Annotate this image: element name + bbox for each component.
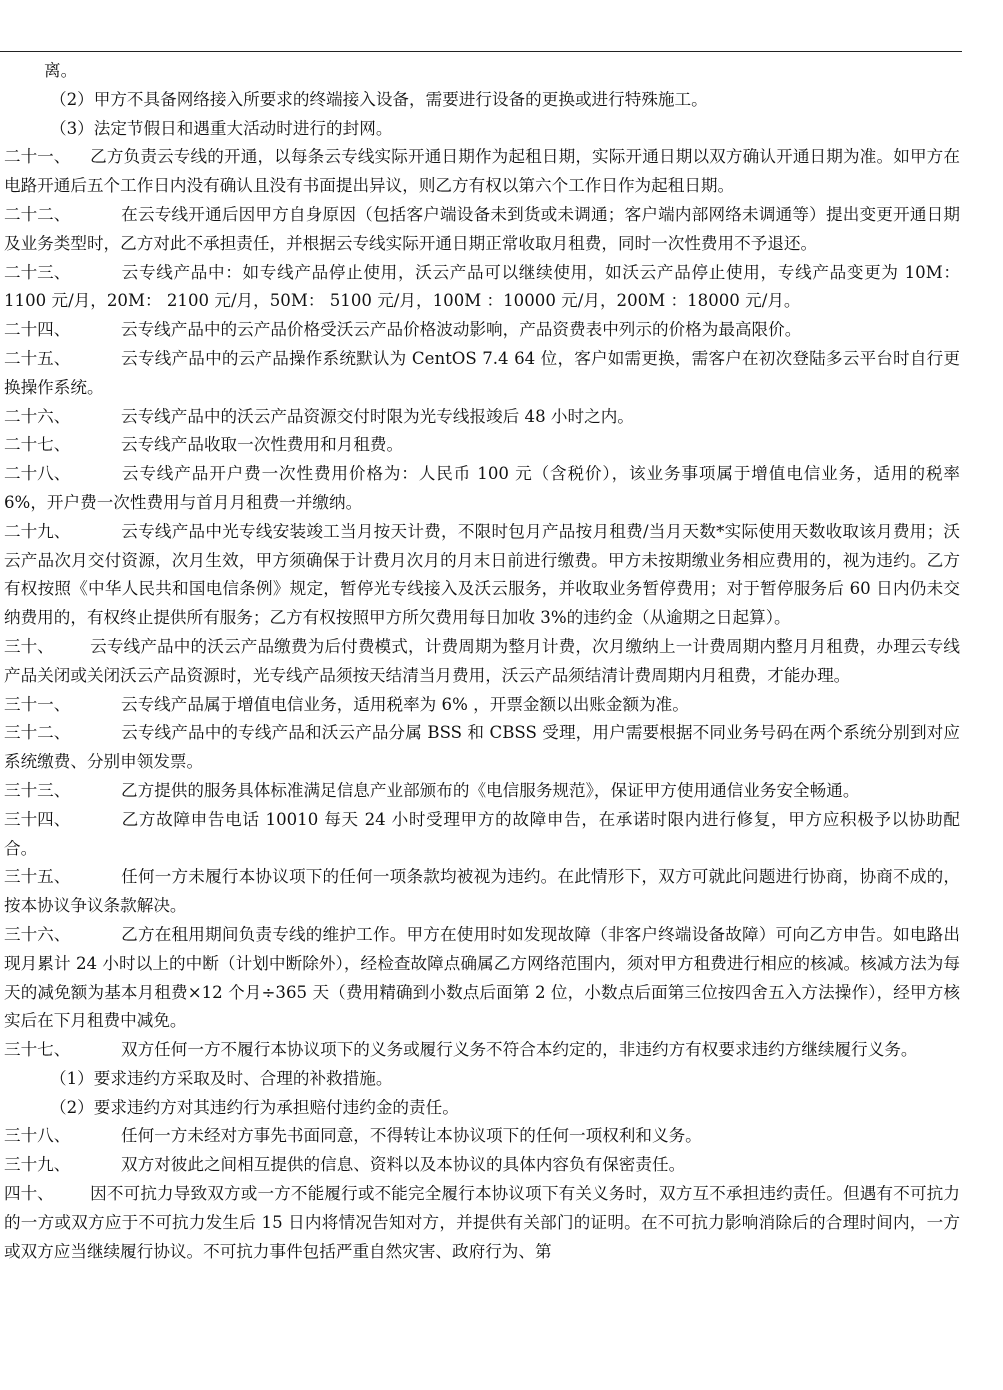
clause-number: 二十四、 bbox=[4, 320, 71, 340]
clause-text: 云专线产品收取一次性费用和月租费。 bbox=[121, 435, 404, 455]
clause-number: 二十一、 bbox=[4, 147, 71, 167]
clause-text: 云专线产品中的云产品价格受沃云产品价格波动影响，产品资费表中列示的价格为最高限价。 bbox=[121, 320, 802, 340]
clause-number: 三十、 bbox=[4, 636, 54, 656]
clause-text: 乙方在租用期间负责专线的维护工作。甲方在使用时如发现故障（非客户终端设备故障）可向乙方申告。如电路出现月累计 24 小时以上的中断（计划中断除外），经检查故障点确属乙方网络范围内，须对甲方租费进行相应的核减。核减方法为每天的减免额为基本月租费×12 个月÷365 天（费用精确到小数点后面第 2 位，小数点后面第三位按四舍五入方法操作），经甲方核实后在下月租费中减免。 bbox=[4, 924, 960, 1031]
clause-text: 乙方提供的服务具体标准满足信息产业部颁布的《电信服务规范》，保证甲方使用通信业务安全畅通。 bbox=[121, 780, 860, 800]
clause bbox=[4, 806, 960, 864]
clause bbox=[4, 345, 960, 403]
clause-text: 双方任何一方不履行本协议项下的义务或履行义务不符合本约定的，非违约方有权要求违约方继续履行义务。 bbox=[121, 1040, 918, 1060]
clause-text: 云专线产品中的沃云产品缴费为后付费模式，计费周期为整月计费，次月缴纳上一计费周期内整月月租费，办理云专线产品关闭或关闭沃云产品资源时，光专线产品须按天结清当月费用，沃云产品须结清计费周期内月租费，才能办理。 bbox=[4, 636, 960, 685]
clause-number: 三十五、 bbox=[4, 867, 71, 887]
clause-text: 在云专线开通后因甲方自身原因（包括客户端设备未到货或未调通；客户端内部网络未调通等）提出变更开通日期及业务类型时，乙方对此不承担责任，并根据云专线实际开通日期正常收取月租费，同时一次性费用不予退还。 bbox=[4, 204, 960, 253]
clause bbox=[4, 518, 960, 633]
clause-text: 任何一方未经对方事先书面同意，不得转让本协议项下的任何一项权利和义务。 bbox=[121, 1126, 702, 1146]
clause-number: 三十九、 bbox=[4, 1155, 71, 1175]
clause bbox=[4, 403, 960, 432]
clause bbox=[4, 1180, 960, 1266]
list-item: （1）要求违约方采取及时、合理的补救措施。 bbox=[50, 1068, 393, 1088]
clause-text: 云专线产品属于增值电信业务，适用税率为 6% ，开票金额以出账金额为准。 bbox=[121, 694, 689, 714]
clause-number: 二十七、 bbox=[4, 435, 71, 455]
clause bbox=[4, 719, 960, 777]
clause-text: 云专线产品开户费一次性费用价格为：人民币 100 元（含税价），该业务事项属于增值电信业务，适用的税率 6%，开户费一次性费用与首月月租费一并缴纳。 bbox=[4, 464, 960, 512]
clause-number: 二十五、 bbox=[4, 348, 71, 368]
clause bbox=[4, 201, 960, 259]
list-item: （2）甲方不具备网络接入所要求的终端接入设备，需要进行设备的更换或进行特殊施工。 bbox=[50, 89, 708, 109]
clause bbox=[4, 143, 960, 201]
clause-text: 云专线产品中的沃云产品资源交付时限为光专线报竣后 48 小时之内。 bbox=[121, 406, 634, 426]
clause bbox=[4, 863, 960, 921]
clause-text: 云专线产品中的专线产品和沃云产品分属 BSS 和 CBSS 受理，用户需要根据不同业务号码在两个系统分别到对应系统缴费、分别申领发票。 bbox=[4, 723, 960, 772]
continuation-line: 离。 bbox=[44, 61, 78, 80]
clause bbox=[4, 431, 960, 460]
clause-number: 四十、 bbox=[4, 1184, 54, 1204]
clause bbox=[4, 259, 960, 317]
clause-text: 双方对彼此之间相互提供的信息、资料以及本协议的具体内容负有保密责任。 bbox=[121, 1155, 686, 1175]
clause-number: 二十三、 bbox=[4, 262, 71, 282]
document-body bbox=[4, 57, 960, 1266]
list-item: （2）要求违约方对其违约行为承担赔付违约金的责任。 bbox=[50, 1097, 459, 1117]
clause bbox=[4, 921, 960, 1036]
clause-number: 三十六、 bbox=[4, 924, 71, 944]
clause-number: 三十一、 bbox=[4, 694, 71, 714]
clause-text: 云专线产品中光专线安装竣工当月按天计费，不限时包月产品按月租费/当月天数*实际使用天数收取该月费用；沃云产品次月交付资源，次月生效，甲方须确保于计费月次月的月末日前进行缴费。甲方未按期缴业务相应费用的，视为违约。乙方有权按照《中华人民共和国电信条例》规定，暂停光专线接入及沃云服务，并收取业务暂停费用；对于暂停服务后 60 日内仍未交纳费用的，有权终止提供所有服务；乙方有权按照甲方所欠费用每日加收 3%的违约金（从逾期之日起算）。 bbox=[4, 521, 960, 628]
clause-text: 因不可抗力导致双方或一方不能履行或不能完全履行本协议项下有关义务时，双方互不承担违约责任。但遇有不可抗力的一方或双方应于不可抗力发生后 15 日内将情况告知对方，并提供有关部门的证明。在不可抗力影响消除后的合理时间内，一方或双方应当继续履行协议。不可抗力事件包括严重自然灾害、政府行为、第 bbox=[4, 1184, 960, 1261]
clause bbox=[4, 316, 960, 345]
clause-number: 二十八、 bbox=[4, 464, 71, 484]
clause bbox=[4, 1036, 960, 1065]
list-item: （3）法定节假日和遇重大活动时进行的封网。 bbox=[50, 118, 393, 138]
clause-list bbox=[4, 143, 960, 1266]
clause-number: 三十七、 bbox=[4, 1040, 71, 1060]
header-rule bbox=[0, 51, 962, 52]
clause-number: 二十九、 bbox=[4, 521, 71, 541]
clause-text: 云专线产品中的云产品操作系统默认为 CentOS 7.4 64 位，客户如需更换，需客户在初次登陆多云平台时自行更换操作系统。 bbox=[4, 348, 960, 397]
clause-text: 任何一方未履行本协议项下的任何一项条款均被视为违约。在此情形下，双方可就此问题进行协商，协商不成的，按本协议争议条款解决。 bbox=[4, 867, 960, 916]
clause-text: 云专线产品中：如专线产品停止使用，沃云产品可以继续使用，如沃云产品停止使用，专线产品变更为 10M：1100 元/月，20M： 2100 元/月，50M： 5100 元/月，100M ：10000 元/月，200M ：18000 元/月。 bbox=[4, 262, 960, 311]
clause-number: 三十二、 bbox=[4, 723, 71, 743]
clause-number: 三十四、 bbox=[4, 809, 71, 829]
clause-text: 乙方故障申告电话 10010 每天 24 小时受理甲方的故障申告，在承诺时限内进行修复，甲方应积极予以协助配合。 bbox=[4, 809, 960, 858]
clause bbox=[4, 633, 960, 691]
clause-number: 三十三、 bbox=[4, 780, 71, 800]
clause-number: 二十六、 bbox=[4, 406, 71, 426]
clause bbox=[4, 1122, 960, 1151]
clause-text: 乙方负责云专线的开通，以每条云专线实际开通日期作为起租日期，实际开通日期以双方确认开通日期为准。如甲方在电路开通后五个工作日内没有确认且没有书面提出异议，则乙方有权以第六个工作日作为起租日期。 bbox=[4, 147, 960, 196]
clause bbox=[4, 460, 960, 518]
clause bbox=[4, 691, 960, 720]
clause bbox=[4, 777, 960, 806]
clause bbox=[4, 1151, 960, 1180]
clause-number: 三十八、 bbox=[4, 1126, 71, 1146]
clause-number: 二十二、 bbox=[4, 204, 71, 224]
